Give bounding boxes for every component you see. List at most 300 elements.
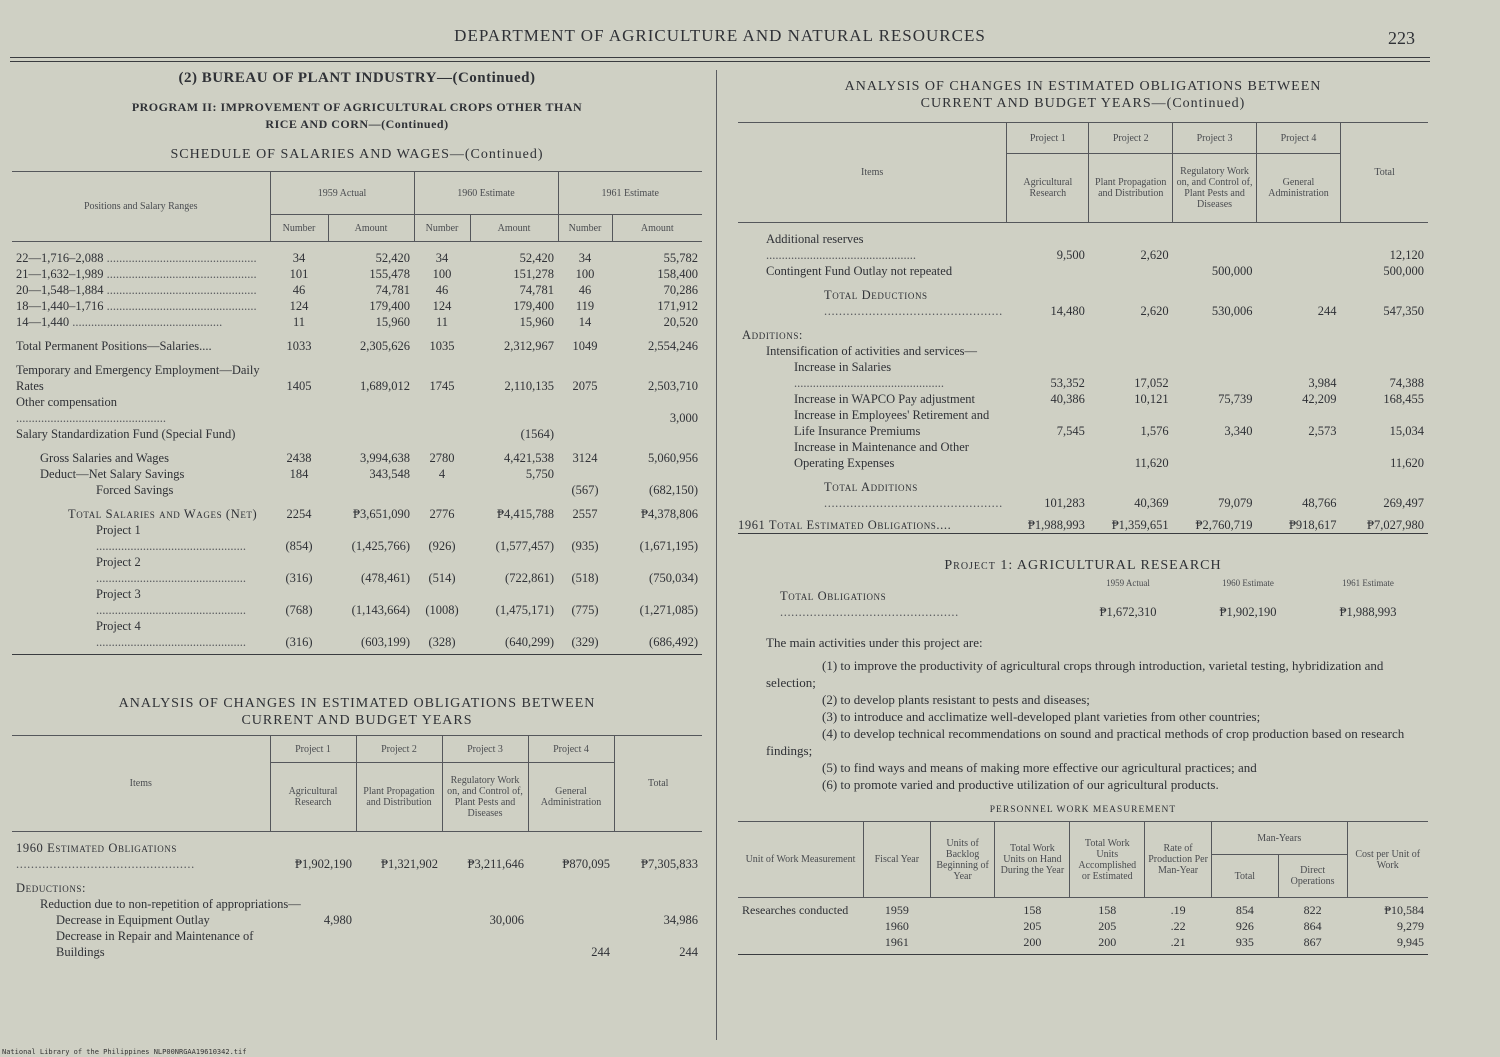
cell: 158,400 [657, 267, 698, 281]
row-label: 14—1,440 [16, 315, 70, 329]
cell: ₱1,321,902 [381, 857, 438, 871]
analysis-table [12, 735, 702, 960]
cell [930, 918, 995, 934]
table-row [738, 231, 1428, 263]
table-row [738, 934, 1428, 950]
cell: 158 [1098, 903, 1117, 917]
table-row [738, 359, 1428, 391]
table-row [12, 880, 702, 896]
cell: (514) [428, 571, 456, 585]
backlog-header: Units of Backlog Beginning of Year [930, 822, 995, 898]
cell: (1,271,085) [639, 603, 698, 617]
scan-footer: National Library of the Philippines NLP00NRGAA19610342.tif [2, 1048, 247, 1056]
row-label: Project 2 [96, 555, 141, 569]
analysis-title-line2: CURRENT AND BUDGET YEARS—(Continued) [920, 96, 1246, 111]
accomplished-header: Total Work Units Accomplished or Estimated [1070, 822, 1145, 898]
cell: (316) [285, 635, 313, 649]
cell: 2,503,710 [648, 379, 698, 393]
on-hand-header: Total Work Units on Hand During the Year [995, 822, 1070, 898]
cell: 9,279 [1397, 919, 1424, 933]
row-label: Forced Savings [96, 483, 174, 497]
cell: 2,620 [1140, 248, 1169, 262]
cell: (775) [571, 603, 599, 617]
project-1-header: Project 1 [1007, 123, 1089, 154]
cell: 935 [1235, 935, 1254, 949]
project-1-header: Project 1 [270, 736, 356, 763]
table-row [12, 394, 702, 426]
cell: (750,034) [649, 571, 698, 585]
cell: ₱10,584 [1384, 903, 1424, 917]
cell [1256, 263, 1340, 279]
header-rule-2 [10, 61, 1430, 62]
cell [528, 912, 614, 928]
cell [414, 482, 470, 498]
table-row [12, 314, 702, 330]
row-label: Total Obligations [780, 589, 887, 603]
cell [1256, 439, 1340, 471]
cell: 100 [432, 267, 452, 281]
project-4-header: Project 4 [528, 736, 614, 763]
row-label: Decrease in Repair and Maintenance of Buildings [56, 929, 254, 959]
cell: (1,475,171) [495, 603, 554, 617]
row-label: 1960 Estimated Obligations [16, 841, 178, 855]
cell: 1049 [572, 339, 598, 353]
table-row [12, 250, 702, 266]
column-divider [716, 70, 717, 1040]
row-label: Total Additions [824, 480, 918, 494]
cell: 14,480 [1050, 304, 1085, 318]
reduction-label: Reduction due to non-repetition of appropriations— [40, 897, 301, 911]
row-label: Researches conducted [742, 903, 849, 917]
table-row [12, 554, 702, 586]
project-4-desc: General Administration [1256, 154, 1340, 223]
cell: 46 [435, 283, 449, 297]
pwm-title: PERSONNEL WORK MEASUREMENT [989, 805, 1177, 815]
cell [356, 912, 442, 928]
cell: (518) [571, 571, 599, 585]
cell: 3,984 [1308, 376, 1337, 390]
cell [270, 426, 328, 442]
cell: 244 [1317, 304, 1337, 318]
cell: 42,209 [1302, 392, 1337, 406]
cell: (926) [428, 539, 456, 553]
cell: 53,352 [1050, 376, 1085, 390]
table-row [12, 282, 702, 298]
table-row [12, 266, 702, 282]
table-row [12, 522, 702, 554]
row-label: Project 1 [96, 523, 141, 537]
cell: 926 [1235, 919, 1254, 933]
amount-header: Amount [612, 215, 702, 242]
row-label: Total Salaries and Wages (Net) [68, 507, 258, 521]
cell: (603,199) [361, 635, 410, 649]
cell [558, 466, 612, 482]
cell: 11,620 [1134, 456, 1169, 470]
activity-item: (3) to introduce and acclimatize well-developed plant varieties from other countries; [822, 709, 1261, 724]
cell: 2,110,135 [504, 379, 554, 393]
cell [328, 426, 414, 442]
cell: 2254 [286, 507, 312, 521]
cell: (329) [571, 635, 599, 649]
rate-header: Rate of Production Per Man-Year [1145, 822, 1212, 898]
cell: 55,782 [663, 251, 698, 265]
table-row [12, 912, 702, 928]
right-column [738, 70, 1428, 955]
header-rule [10, 57, 1430, 58]
cell: (1,425,766) [351, 539, 410, 553]
project-3-header: Project 3 [1173, 123, 1257, 154]
cell: 5,060,956 [648, 451, 698, 465]
cell [442, 928, 528, 960]
cell: ₱4,415,788 [497, 507, 554, 521]
cell: 52,420 [519, 251, 554, 265]
project-3-desc: Regulatory Work on, and Control of, Plant Pests and Diseases [1173, 154, 1257, 223]
row-label: Salary Standardization Fund (Special Fund) [16, 427, 236, 441]
cell: ₱3,211,646 [467, 857, 524, 871]
cell: 2,620 [1140, 304, 1169, 318]
cell: 155,478 [369, 267, 410, 281]
year-1961-header: 1961 Estimate [1342, 578, 1394, 588]
program-title [12, 99, 702, 133]
amount-header: Amount [470, 215, 558, 242]
cell: .19 [1170, 903, 1186, 917]
table-row [12, 338, 702, 354]
cell: 2780 [429, 451, 455, 465]
cell: 34 [435, 251, 449, 265]
table-row [12, 618, 702, 650]
cell: 11 [435, 315, 449, 329]
cell: ₱3,651,090 [353, 507, 410, 521]
cell: ₱7,027,980 [1367, 518, 1424, 532]
project-3-header: Project 3 [442, 736, 528, 763]
cell: 2776 [429, 507, 455, 521]
row-label: Project 4 [96, 619, 141, 633]
table-row [738, 343, 1428, 359]
cell: ₱1,902,190 [295, 857, 352, 871]
cell: 74,781 [375, 283, 410, 297]
cell: 2,305,626 [360, 339, 410, 353]
cell: (686,492) [649, 635, 698, 649]
cell: 3124 [572, 451, 598, 465]
cell: 101,283 [1044, 496, 1085, 510]
analysis-title-line2: CURRENT AND BUDGET YEARS [241, 713, 473, 728]
table-row [738, 517, 1428, 534]
cell [558, 426, 612, 442]
cell [414, 426, 470, 442]
cell: 124 [289, 299, 309, 313]
cell: (1,671,195) [639, 539, 698, 553]
cell: (1008) [425, 603, 459, 617]
cell: 101 [289, 267, 309, 281]
cell: (328) [428, 635, 456, 649]
row-label: Increase in Maintenance and Other Operating Expenses [794, 440, 969, 470]
cell: 9,500 [1056, 248, 1085, 262]
project-1-desc: Agricultural Research [1007, 154, 1089, 223]
cell: 1959 [884, 903, 909, 917]
project-1-title: Project 1: AGRICULTURAL RESEARCH [944, 558, 1222, 573]
table-row [738, 479, 1428, 511]
cell [1007, 439, 1089, 471]
cell: 343,548 [369, 467, 410, 481]
cell: 867 [1303, 935, 1322, 949]
fiscal-year-header: Fiscal Year [863, 822, 930, 898]
cell: .21 [1170, 935, 1186, 949]
cell: 17,052 [1134, 376, 1169, 390]
cell [1256, 231, 1340, 263]
cell: 4,980 [323, 913, 352, 927]
cell: 530,006 [1211, 304, 1253, 318]
intensification-label: Intensification of activities and services— [766, 344, 978, 358]
row-label: Increase in Salaries [794, 360, 892, 374]
table-row [738, 327, 1428, 343]
cell: ₱1,988,993 [1339, 605, 1397, 619]
row-label: Increase in WAPCO Pay adjustment [794, 392, 975, 406]
cell: 184 [289, 467, 309, 481]
year-1960-header: 1960 Estimate [1222, 578, 1274, 588]
cell: 151,278 [513, 267, 554, 281]
row-label: 20—1,548–1,884 [16, 283, 104, 297]
cell [612, 466, 702, 482]
cell: (768) [285, 603, 313, 617]
cell: 40,386 [1050, 392, 1085, 406]
table-row [12, 482, 702, 498]
table-row [738, 588, 1428, 620]
activity-item: (5) to find ways and means of making more effective our agricultural practices; and [822, 760, 1257, 775]
row-label: Additional reserves [766, 232, 864, 246]
year-1961-header: 1961 Estimate [558, 172, 702, 215]
cell: 500,000 [1383, 264, 1424, 278]
cell: 15,960 [375, 315, 410, 329]
cell: (640,299) [505, 635, 554, 649]
row-label: Project 3 [96, 587, 141, 601]
table-row [12, 298, 702, 314]
cell: 11 [292, 315, 306, 329]
cell [328, 482, 414, 498]
row-label: Contingent Fund Outlay not repeated [766, 264, 953, 278]
schedule-title: SCHEDULE OF SALARIES AND WAGES—(Continued) [170, 147, 544, 162]
table-row [12, 426, 702, 442]
total-header: Total [614, 736, 702, 832]
cell: .22 [1170, 919, 1186, 933]
cell [270, 928, 356, 960]
bureau-title: (2) BUREAU OF PLANT INDUSTRY—(Continued) [178, 70, 536, 86]
cell [470, 394, 558, 426]
project-4-header: Project 4 [1256, 123, 1340, 154]
cell: 3,000 [669, 411, 698, 425]
row-label: Total Permanent Positions—Salaries.... [16, 339, 212, 353]
cell: 854 [1235, 903, 1254, 917]
cell: 2438 [286, 451, 312, 465]
cell: 2557 [572, 507, 598, 521]
row-label: 22—1,716–2,088 [16, 251, 104, 265]
cell: 3,994,638 [360, 451, 410, 465]
activity-item: (1) to improve the productivity of agricultural crops through introduction, varietal testing, hybridization and selection; [766, 658, 1384, 690]
cell: 2,573 [1308, 424, 1337, 438]
cost-header: Cost per Unit of Work [1347, 822, 1428, 898]
cell: 2075 [572, 379, 598, 393]
row-label: Total Deductions [824, 288, 928, 302]
cell: 10,121 [1134, 392, 1169, 406]
cell: 7,545 [1056, 424, 1085, 438]
cell: ₱4,378,806 [641, 507, 698, 521]
table-row [738, 439, 1428, 471]
table-row [738, 391, 1428, 407]
cell: 34,986 [663, 913, 698, 927]
unit-header: Unit of Work Measurement [738, 822, 863, 898]
cell: (567) [571, 483, 599, 497]
analysis-title-line1: ANALYSIS OF CHANGES IN ESTIMATED OBLIGATIONS BETWEEN [118, 696, 596, 711]
cell: (722,861) [505, 571, 554, 585]
analysis-title-continued [738, 78, 1428, 112]
cell: 2,554,246 [648, 339, 698, 353]
row-label: 1961 Total Estimated Obligations.... [738, 518, 952, 532]
cell: 119 [575, 299, 595, 313]
total-header: Total [1341, 123, 1428, 223]
table-row [738, 263, 1428, 279]
row-label: Temporary and Emergency Employment—Daily Rates [16, 363, 260, 393]
additions-label: Additions: [742, 328, 803, 342]
table-row [12, 466, 702, 482]
cell: 46 [578, 283, 592, 297]
cell: 864 [1303, 919, 1322, 933]
cell: 15,034 [1389, 424, 1424, 438]
cell: ₱870,095 [562, 857, 610, 871]
cell: 1,689,012 [360, 379, 410, 393]
activities-intro: The main activities under this project are: [766, 635, 983, 650]
cell: 70,286 [663, 283, 698, 297]
cell: (1,143,664) [351, 603, 410, 617]
cell [930, 902, 995, 918]
table-row [12, 506, 702, 522]
cell: 34 [578, 251, 592, 265]
cell: 20,520 [663, 315, 698, 329]
row-label: Increase in Employees' Retirement and Life Insurance Premiums [794, 408, 990, 438]
cell: 1035 [429, 339, 455, 353]
cell [1173, 231, 1257, 263]
pwm-table [738, 821, 1428, 955]
cell: (854) [285, 539, 313, 553]
cell: 168,455 [1383, 392, 1424, 406]
project-2-desc: Plant Propagation and Distribution [356, 763, 442, 832]
cell: 200 [1098, 935, 1117, 949]
cell: (1,577,457) [495, 539, 554, 553]
cell: 9,945 [1397, 935, 1424, 949]
cell: 1960 [884, 919, 909, 933]
cell: 179,400 [513, 299, 554, 313]
positions-header: Positions and Salary Ranges [12, 172, 270, 242]
page-number: 223 [1388, 28, 1415, 48]
cell [558, 394, 612, 426]
cell: 244 [679, 945, 698, 959]
table-row [12, 586, 702, 618]
items-header: Items [738, 123, 1007, 223]
cell: 1033 [286, 339, 312, 353]
cell: ₱1,902,190 [1219, 605, 1277, 619]
salary-table [12, 171, 702, 655]
cell: (935) [571, 539, 599, 553]
cell: 14 [578, 315, 592, 329]
cell: ₱2,760,719 [1195, 518, 1253, 532]
cell: 15,960 [519, 315, 554, 329]
year-1960-header: 1960 Estimate [414, 172, 558, 215]
cell: 12,120 [1389, 248, 1424, 262]
cell: (478,461) [361, 571, 410, 585]
cell [930, 934, 995, 950]
analysis-table-continued [738, 122, 1428, 534]
cell: 100 [575, 267, 595, 281]
project-2-desc: Plant Propagation and Distribution [1089, 154, 1173, 223]
project-2-header: Project 2 [356, 736, 442, 763]
row-label: Decrease in Equipment Outlay [56, 913, 210, 927]
program-title-line1: PROGRAM II: IMPROVEMENT OF AGRICULTURAL CROPS OTHER THAN [131, 100, 583, 114]
cell: 74,388 [1389, 376, 1424, 390]
activity-item: (6) to promote varied and productive utilization of our agricultural products. [822, 777, 1219, 792]
table-row [12, 928, 702, 960]
row-label: Gross Salaries and Wages [40, 451, 169, 465]
table-row [738, 918, 1428, 934]
cell: 30,006 [489, 913, 524, 927]
cell [470, 482, 558, 498]
year-1959-header: 1959 Actual [1106, 578, 1150, 588]
cell: 4 [438, 467, 446, 481]
row-label: Deduct—Net Salary Savings [40, 467, 185, 481]
cell: (682,150) [649, 483, 698, 497]
amount-header: Amount [328, 215, 414, 242]
cell: 205 [1023, 919, 1042, 933]
items-header: Items [12, 736, 270, 832]
analysis-title [12, 695, 702, 729]
activity-item: (2) to develop plants resistant to pests and diseases; [822, 692, 1090, 707]
cell: 11,620 [1390, 456, 1424, 470]
number-header: Number [558, 215, 612, 242]
row-label: Other compensation [16, 395, 118, 409]
cell: 75,739 [1218, 392, 1253, 406]
cell: 2,312,967 [504, 339, 554, 353]
cell: 74,781 [519, 283, 554, 297]
cell [1007, 263, 1089, 279]
activity-item: (4) to develop technical recommendations on sound and practical methods of crop production based on research findings; [766, 726, 1405, 758]
cell: 1745 [429, 379, 455, 393]
cell: (1564) [520, 427, 554, 441]
cell: 1961 [884, 935, 909, 949]
obligations-table [738, 578, 1428, 620]
cell: ₱918,617 [1288, 518, 1337, 532]
cell: 269,497 [1383, 496, 1424, 510]
cell: 79,079 [1218, 496, 1253, 510]
row-label: 18—1,440–1,716 [16, 299, 104, 313]
cell: 822 [1303, 903, 1322, 917]
cell [1173, 359, 1257, 391]
project-3-desc: Regulatory Work on, and Control of, Plant Pests and Diseases [442, 763, 528, 832]
number-header: Number [270, 215, 328, 242]
project-4-desc: General Administration [528, 763, 614, 832]
cell [328, 394, 414, 426]
man-years-total-header: Total [1211, 855, 1278, 898]
table-row [738, 902, 1428, 918]
cell: 40,369 [1134, 496, 1169, 510]
table-row [12, 896, 702, 912]
deductions-label: Deductions: [16, 881, 87, 895]
cell [1089, 263, 1173, 279]
cell: 500,000 [1211, 264, 1253, 278]
man-years-header: Man-Years [1211, 822, 1347, 855]
cell: ₱7,305,833 [641, 857, 698, 871]
cell: 52,420 [375, 251, 410, 265]
cell: 200 [1023, 935, 1042, 949]
program-title-line2: RICE AND CORN—(Continued) [265, 117, 449, 131]
cell: 124 [432, 299, 452, 313]
cell: ₱1,988,993 [1027, 518, 1085, 532]
